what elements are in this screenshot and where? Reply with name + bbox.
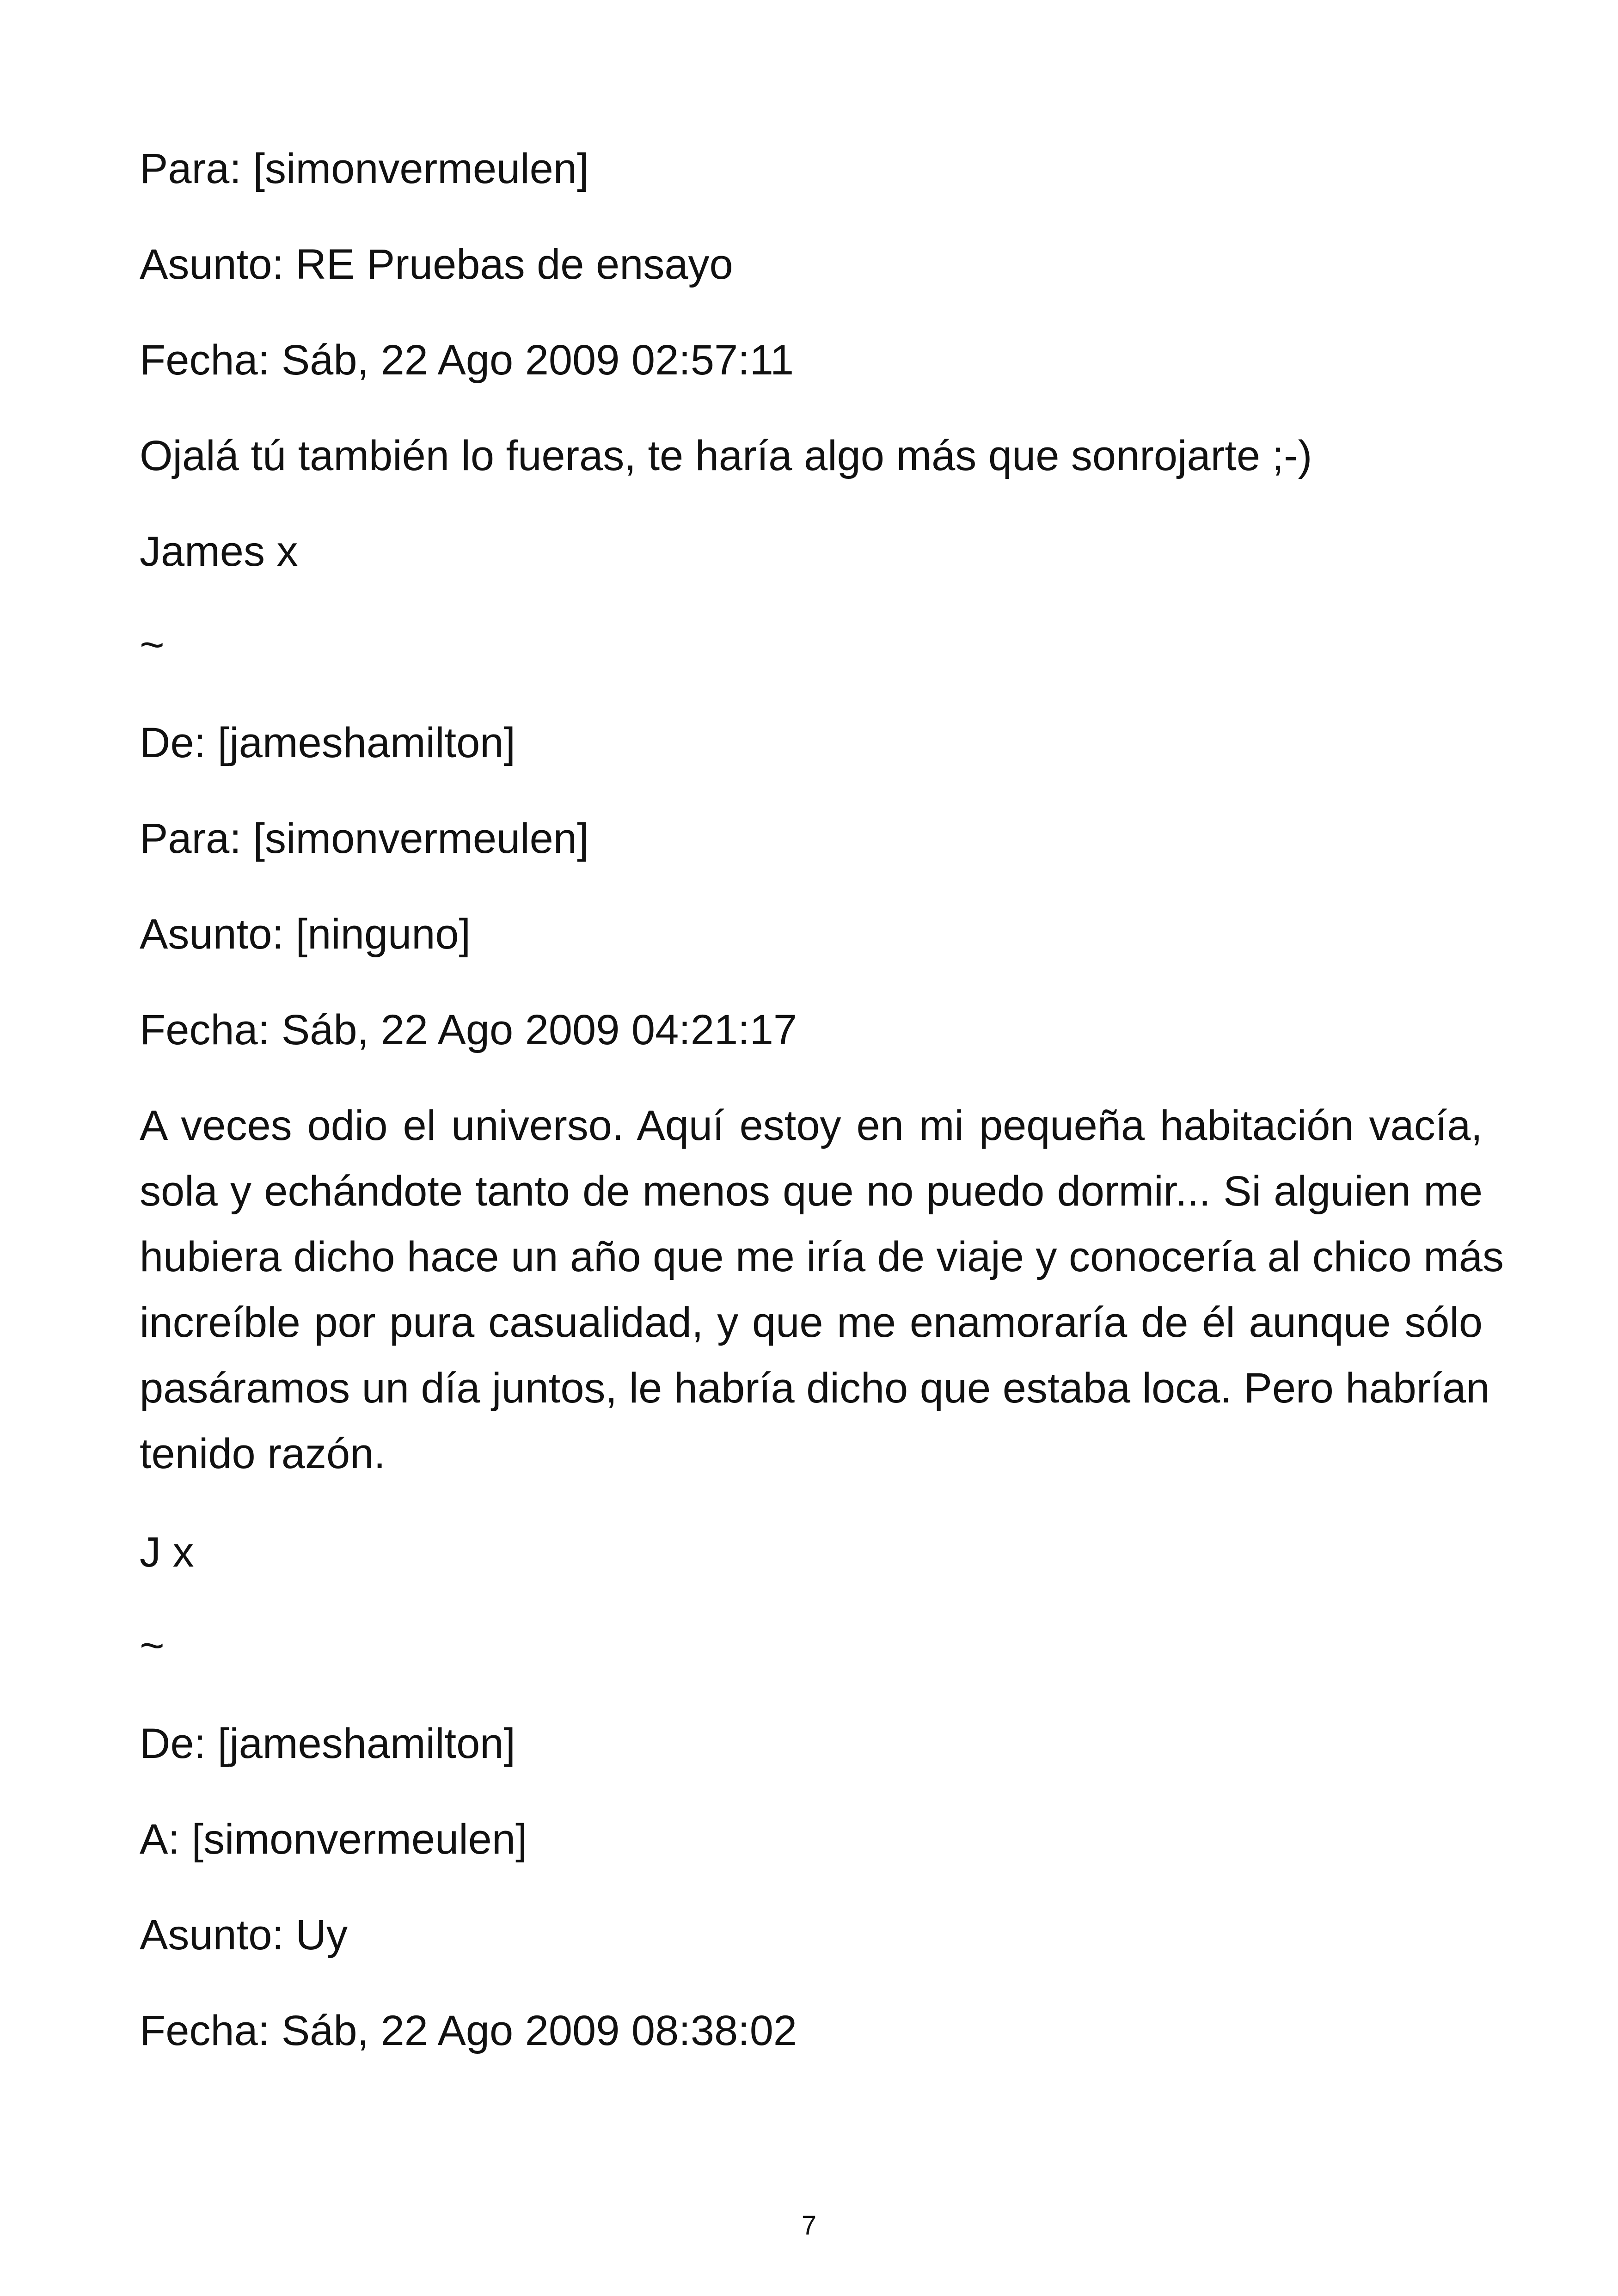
email2-to: Para: [simonvermeulen] (140, 815, 589, 862)
email1-signature: James x (140, 528, 298, 575)
email1-date: Fecha: Sáb, 22 Ago 2009 02:57:11 (140, 337, 794, 384)
email1-separator: ~ (140, 621, 165, 668)
email2-body-line: A veces odio el universo. Aquí estoy en mi pequeña habitación vacía, (140, 1102, 1483, 1149)
email1-body: Ojalá tú también lo fueras, te haría algo más que sonrojarte ;-) (140, 432, 1312, 479)
email2-subject: Asunto: [ninguno] (140, 911, 471, 958)
page-number: 7 (801, 2210, 817, 2241)
email2-body-line: increíble por pura casualidad, y que me enamoraría de él aunque sólo (140, 1299, 1483, 1346)
email2-body-line: sola y echándote tanto de menos que no puedo dormir... Si alguien me (140, 1168, 1483, 1215)
email1-subject: Asunto: RE Pruebas de ensayo (140, 241, 733, 288)
email1-to: Para: [simonvermeulen] (140, 145, 589, 192)
email3-subject: Asunto: Uy (140, 1911, 348, 1959)
email2-from: De: [jameshamilton] (140, 719, 515, 766)
email2-date: Fecha: Sáb, 22 Ago 2009 04:21:17 (140, 1006, 797, 1053)
email2-body-line: pasáramos un día juntos, le habría dicho que estaba loca. Pero habrían (140, 1365, 1490, 1412)
email3-from: De: [jameshamilton] (140, 1720, 515, 1767)
email2-body (140, 1093, 1504, 1487)
email3-date: Fecha: Sáb, 22 Ago 2009 08:38:02 (140, 2007, 797, 2054)
email2-signature: J x (140, 1529, 194, 1576)
email2-body-line: tenido razón. (140, 1430, 386, 1477)
email2-body-line: hubiera dicho hace un año que me iría de viaje y conocería al chico más (140, 1233, 1504, 1280)
email2-separator: ~ (140, 1622, 165, 1669)
email3-to: A: [simonvermeulen] (140, 1816, 527, 1863)
